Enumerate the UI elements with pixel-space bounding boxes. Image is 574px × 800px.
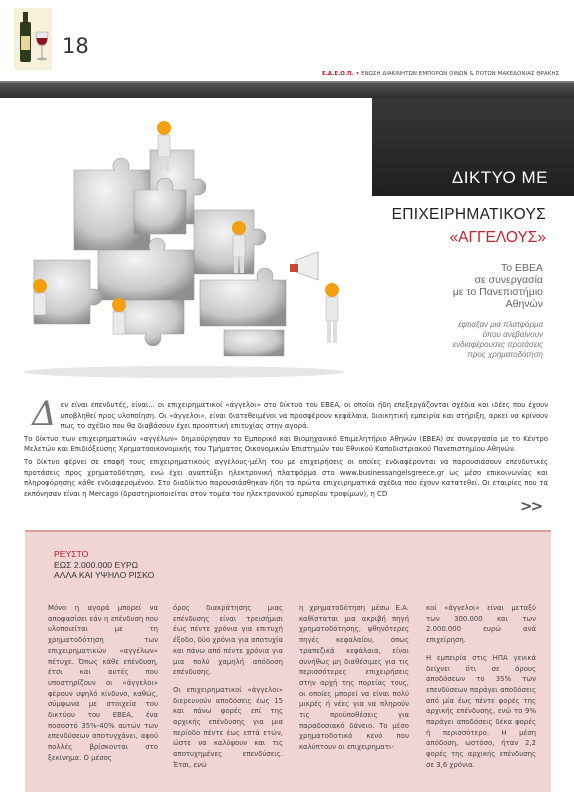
sidebar-heading-line-2: ΕΩΣ 2.000.000 ΕΥΡΩ <box>54 559 139 570</box>
drop-cap: Δ <box>32 394 57 434</box>
org-separator: • <box>355 71 360 77</box>
subheading-detail-line: προς χρηματοδότηση <box>467 350 543 359</box>
column-paragraph: όρος διακράτησης μιας επένδυσης είναι τρεισήμισι έως πέντε χρόνια για επιτυχή έξοδο, δύο χρόνια για αποτυχία και πάνω από πέντε χρόνια για μια πολύ χαμηλή απόδοση επένδυσης. <box>173 604 283 677</box>
subheading-detail <box>343 320 543 360</box>
intro-text-1: εν είναι επενδυτές, είναι... οι επιχειρηματικοί «άγγελοι» στο δίκτυο του ΕΒΕΑ, οι οποίοι ήδη επεξεργάζονται σχέδια και ιδέες που έχουν υποβληθεί προς υλοποίηση. Οι «άγγελοι», είναι διατεθειμένοι να προσφέρουν κεφάλαια, διοικητική εμπειρία και στήριξη, αρκεί να κρίνουν πως το σχέδιο που θα διαβάσουν έχει προοπτική επιτυχίας στην αγορά. <box>60 401 548 431</box>
page-number: 18 <box>62 34 89 58</box>
sidebar-column-3 <box>299 603 409 760</box>
subheading-line: με το Πανεπιστήμιο <box>452 286 543 298</box>
article-intro <box>24 394 548 501</box>
title-line-2: ΕΠΙΧΕΙΡΗΜΑΤΙΚΟΥΣ <box>391 206 546 223</box>
column-paragraph: η χρηματοδότηση μέσω Ε.Α. καθίσταται μια ακριβή πηγή χρηματοδότησης, ψθηνότερες πηγές κεφαλαίου, όπως τραπεζικά κεφάλαια, είναι συνήθως μη διαθέσιμες για τις περισσότερες επιχειρήσεις στην αρχή της πορείας τους, οι οποίες μπορεί να είναι πολύ μικρές ή νέες για να πληρούν τις προϋποθέσεις για παραδοσιακό δάνειο. Το μέσο χρηματοδοτικό κενό που καλύπτουν οι επιχειρηματι- <box>299 604 409 752</box>
puzzle-people-illustration <box>14 110 354 380</box>
sidebar-column-2 <box>173 603 283 778</box>
column-paragraph: Η εμπειρία στις ΗΠΑ γενικά δείχνει ότι σε όρους αποδόσεων το 35% των επενδύσεων παράγει αποδόσεις από μία έως πέντε φορές της αρχικής επένδυσης, ενώ το 9% παράγει αποδόσεις δέκα φορές ή περισσότερο. Η μέση απόδοση, ωστόσο, ήταν 2,2 φορές της αρχικής επένδυσης σε 3,6 χρόνια. <box>426 653 536 769</box>
subheading-line: σε συνεργασία <box>474 274 543 286</box>
sidebar-column-1 <box>48 603 158 771</box>
org-abbreviation: Ε.Δ.Ε.Ο.Π. <box>322 71 354 77</box>
continue-arrows-icon: >> <box>520 497 542 515</box>
org-full-name: ΕΝΩΣΗ ΔΙΑΚΙΝΗΤΩΝ ΕΜΠΟΡΩΝ ΟΙΝΩΝ & ΠΟΤΩΝ ΜΑΚΕΔΟΝΙΑΣ ΘΡΑΚΗΣ <box>361 71 560 77</box>
title-box <box>372 98 574 196</box>
sidebar-column-4 <box>426 603 536 778</box>
subheading-line: Το ΕΒΕΑ <box>500 262 543 274</box>
sidebar-heading-line-3: ΑΛΛΑ ΚΑΙ ΥΨΗΛΟ ΡΙΣΚΟ <box>54 570 155 580</box>
header-bar <box>0 81 574 98</box>
column-paragraph: κοί «άγγελοι» είναι μεταξύ των 300.000 και των 2.000.000 ευρώ ανά επιχείρηση. <box>426 604 536 645</box>
intro-paragraph-3: Το δίκτυο φέρνει σε επαφή τους επιχειρηματικούς αγγέλους-μέλη του με επιχειρήσεις οι οποίες ενδιαφέρονται να παρουσιάσουν επενδυτικές προτάσεις προς χρηματοδότηση, ενώ έχει αναπτύξει ηλεκτρονική πλατφόρμα στο www.businessangelsgreece.gr ως μέσο επικοινωνίας και πληροφόρησης κάθε ενδιαφερομένου. Στο διαδίκτυο παρουσιάσθηκαν ήδη τα πρώτα επιχειρηματικά σχέδια που έχουν κατατεθεί. Οι εταιρίες που τα εκπόνησαν είναι η Mercago (δραστηριοποιείται στον τομέα του ηλεκτρονικού εμπορίου τροφίμων), η CD <box>24 457 548 498</box>
subheading-detail-line: ενδιαφέρουσες προτάσεις <box>452 340 543 349</box>
intro-paragraph-2: Το δίκτυο των επιχειρηματικών «αγγέλων» δημιούργησαν το Εμπορικό και Βιομηχανικό Επιμελητήριο Αθηνών (ΕΒΕΑ) σε συνεργασία με το Κέντρο Μελετών και Επιδιόξευσης Χρηματοοικονομικής του Τμήματος Οικονομικών Επιστημών του Εθνικού Καποδιστριακού Πανεπιστημίου Αθηνών. <box>24 434 548 454</box>
subheading <box>343 262 543 310</box>
sidebar-heading <box>54 549 154 581</box>
title-line-3: «ΑΓΓΕΛΟΥΣ» <box>449 229 546 246</box>
column-paragraph: Μόνο η αγορά μπορεί να αποφασίσει εάν η επένδυση που υλοποιείται με τη χρηματοδότηση των επιχειρηματικών «αγγέλων» πέτυχε. Όπως κάθε επένδυση, έτσι και αυτές που υποστηρίζουν οι «άγγελοι» φέρουν υψηλό κίνδυνο, καθώς, σύμφωνα με στοιχεία του δικτύου του ΕΒΕΑ, ένα ποσοστό 35%-40% αυτών των επενδύσεων αποτυγχάνει, αφού πολλές βρίσκονται στο ξεκίνημα. Ο μέσος <box>48 604 158 762</box>
intro-paragraph-1 <box>24 394 548 434</box>
title-line-1: ΔΙΚΤΥΟ ΜΕ <box>451 168 548 187</box>
subheading-line: Αθηνών <box>505 298 543 310</box>
sidebar-label: ΡΕΥΣΤΟ <box>54 549 89 559</box>
wine-bottle-glass-logo <box>14 8 52 70</box>
column-paragraph: Οι επιχειρηματικοί «άγγελοι» διερευνούν αποδόσεις έως 15 και πάνω φορές επί της αρχικής επένδυσης για μια περίοδο πέντε έως επτά ετών, ώστε να καλύψουν και τις αποτυχημένες επενδύσεις. Έτσι, ενώ <box>173 685 283 769</box>
organization-line <box>322 71 559 77</box>
subheading-detail-line: όπου ανεβαίνουν <box>482 330 543 339</box>
subheading-detail-line: έφτιαξαν μια πλατφόρμα <box>458 320 543 329</box>
